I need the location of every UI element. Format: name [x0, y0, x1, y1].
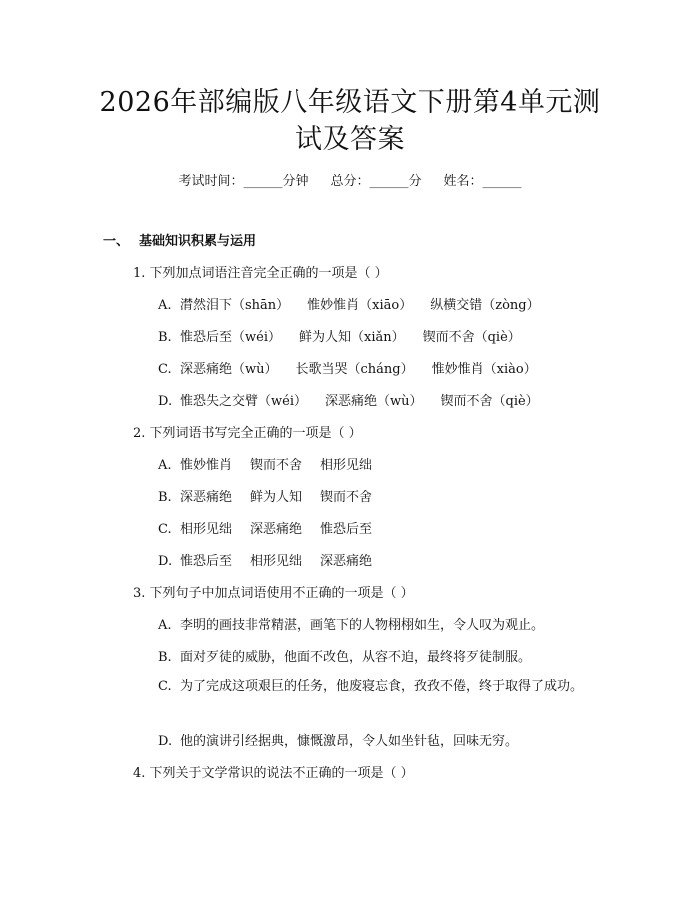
document-title: 2026年部编版八年级语文下册第4单元测试及答案 — [99, 87, 601, 155]
option-label: D. — [158, 394, 173, 409]
option-label: B. — [158, 650, 172, 665]
option-label: B. — [158, 330, 172, 345]
option-item: 惟妙惟肖（xiào） — [431, 362, 537, 377]
question-2: 2. 下列词语书写完全正确的一项是（ ） — [133, 426, 362, 441]
question-1-option-d — [158, 390, 539, 409]
option-item: 深恶痛绝 — [180, 490, 233, 505]
question-1-option-a — [158, 294, 540, 313]
option-item: 锲而不舍（qiè） — [422, 330, 521, 345]
section-heading — [103, 230, 256, 249]
option-item: 深恶痛绝 — [320, 554, 373, 569]
question-2-option-d — [158, 550, 372, 569]
option-item: 惟恐失之交臂（wéi） — [180, 394, 307, 409]
option-text: 他的演讲引经据典，慷慨激昂，令人如坐针毡，回味无穷。 — [180, 734, 519, 749]
option-item: 锲而不舍 — [320, 490, 373, 505]
question-1-option-b — [158, 326, 521, 345]
option-item: 相形见绌 — [250, 554, 303, 569]
option-item: 惟恐后至 — [320, 522, 373, 537]
question-3-option-d — [158, 730, 518, 749]
question-4: 4. 下列关于文学常识的说法不正确的一项是（ ） — [133, 766, 414, 781]
option-label: B. — [158, 490, 172, 505]
option-item: 惟妙惟肖（xiāo） — [307, 298, 413, 313]
question-3: 3. 下列句子中加点词语使用不正确的一项是（ ） — [133, 586, 414, 601]
option-item: 潸然泪下（shān） — [180, 298, 290, 313]
option-item: 锲而不舍 — [250, 458, 303, 473]
option-item: 锲而不舍（qiè） — [440, 394, 539, 409]
question-1-option-c — [158, 358, 537, 377]
question-3-option-a — [158, 614, 544, 633]
exam-meta — [0, 170, 700, 189]
option-text: 为了完成这项艰巨的任务，他废寝忘食，孜孜不倦，终于取得了成功。 — [180, 679, 584, 694]
exam-total-score: 总分：______分 — [330, 174, 422, 189]
option-label: C. — [158, 679, 172, 694]
option-text: 面对歹徒的威胁，他面不改色，从容不迫，最终将歹徒制服。 — [180, 650, 532, 665]
option-item: 鲜为人知 — [250, 490, 303, 505]
option-item: 长歌当哭（cháng） — [295, 362, 414, 377]
question-3-option-b — [158, 646, 531, 665]
option-label: D. — [158, 734, 173, 749]
option-text: 李明的画技非常精湛，画笔下的人物栩栩如生，令人叹为观止。 — [180, 618, 545, 633]
question-2-option-b — [158, 486, 372, 505]
option-item: 深恶痛绝 — [250, 522, 303, 537]
option-label: C. — [158, 522, 172, 537]
question-3-option-c — [103, 674, 583, 699]
option-item: 相形见绌 — [180, 522, 233, 537]
section-number: 一、 — [103, 234, 130, 249]
option-item: 深恶痛绝（wù） — [180, 362, 278, 377]
question-2-option-c — [158, 518, 372, 537]
option-label: A. — [158, 458, 172, 473]
option-label: D. — [158, 554, 173, 569]
option-item: 惟恐后至 — [180, 554, 233, 569]
option-label: A. — [158, 298, 172, 313]
option-item: 相形见绌 — [320, 458, 373, 473]
option-item: 深恶痛绝（wù） — [324, 394, 423, 409]
question-1: 1. 下列加点词语注音完全正确的一项是（ ） — [133, 266, 388, 281]
option-item: 惟妙惟肖 — [180, 458, 233, 473]
option-item: 惟恐后至（wéi） — [180, 330, 281, 345]
exam-student-name: 姓名：______ — [443, 174, 522, 189]
option-label: A. — [158, 618, 172, 633]
option-item: 纵横交错（zòng） — [430, 298, 540, 313]
option-item: 鲜为人知（xiǎn） — [298, 330, 405, 345]
option-label: C. — [158, 362, 172, 377]
question-2-option-a — [158, 454, 372, 473]
section-title: 基础知识积累与运用 — [139, 234, 257, 249]
exam-time: 考试时间：______分钟 — [178, 174, 309, 189]
